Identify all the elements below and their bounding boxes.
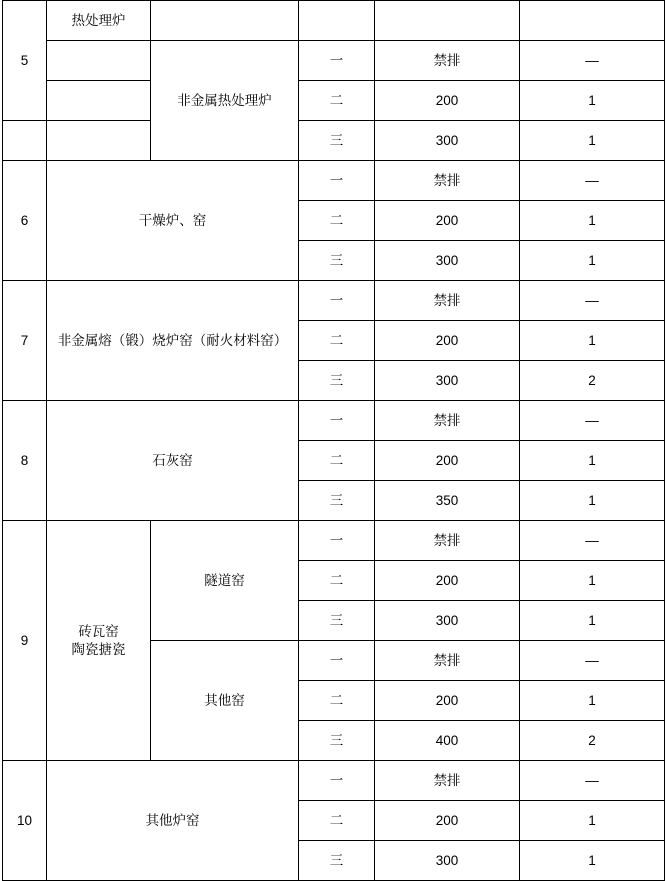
table-row: [3, 121, 665, 161]
level-cell: 三: [299, 241, 375, 281]
level-cell: 三: [299, 841, 375, 881]
last-cell: 1: [520, 441, 665, 481]
level-cell: 三: [299, 481, 375, 521]
last-cell: 2: [520, 721, 665, 761]
level-cell: 一: [299, 761, 375, 801]
level-cell: 二: [299, 321, 375, 361]
category-name: 其他炉窑: [47, 761, 299, 881]
table-row: [3, 81, 665, 121]
level-cell: 一: [299, 161, 375, 201]
level-cell: 三: [299, 721, 375, 761]
level-cell: 一: [299, 401, 375, 441]
category-name: 热处理炉: [47, 1, 151, 41]
level-cell: 三: [299, 361, 375, 401]
limit-cell: 200: [375, 81, 520, 121]
subcategory-name: 隧道窑: [151, 521, 299, 641]
emission-limit-table: [2, 0, 665, 881]
table-row: [3, 521, 665, 561]
last-cell: 1: [520, 121, 665, 161]
category-name: 非金属熔（锻）烧炉窑（耐火材料窑）: [47, 281, 299, 401]
last-cell: 1: [520, 481, 665, 521]
row-number-spacer: [3, 121, 47, 161]
level-cell: 一: [299, 281, 375, 321]
level-cell: 二: [299, 801, 375, 841]
category-name-line2: 陶瓷搪瓷: [71, 641, 126, 657]
category-name-spacer: [47, 81, 151, 121]
subcategory-name: 非金属热处理炉: [151, 41, 299, 161]
last-cell: —: [520, 281, 665, 321]
limit-cell: 300: [375, 241, 520, 281]
level-cell: 一: [299, 641, 375, 681]
row-number: 5: [3, 1, 47, 121]
limit-cell: 350: [375, 481, 520, 521]
level-cell: [299, 1, 375, 41]
limit-cell: 300: [375, 601, 520, 641]
limit-cell: 禁排: [375, 641, 520, 681]
last-cell: 1: [520, 561, 665, 601]
limit-cell: 禁排: [375, 521, 520, 561]
last-cell: 1: [520, 321, 665, 361]
limit-cell: 禁排: [375, 401, 520, 441]
table-row: [3, 281, 665, 321]
limit-cell: 禁排: [375, 761, 520, 801]
level-cell: 二: [299, 81, 375, 121]
limit-cell: 200: [375, 681, 520, 721]
category-name-spacer: [47, 121, 151, 161]
last-cell: 1: [520, 201, 665, 241]
subcategory-name-empty: [151, 1, 299, 41]
row-number: 6: [3, 161, 47, 281]
row-number: 9: [3, 521, 47, 761]
last-cell: —: [520, 521, 665, 561]
category-name-line1: 砖瓦窑: [78, 623, 119, 639]
subcategory-name: 其他窑: [151, 641, 299, 761]
table-row: [3, 761, 665, 801]
table-row: [3, 41, 665, 81]
level-cell: 二: [299, 441, 375, 481]
row-number: 8: [3, 401, 47, 521]
category-name-spacer: [47, 41, 151, 81]
level-cell: 一: [299, 521, 375, 561]
level-cell: 一: [299, 41, 375, 81]
level-cell: 二: [299, 201, 375, 241]
last-cell: [520, 1, 665, 41]
category-name: [47, 521, 151, 761]
limit-cell: 200: [375, 441, 520, 481]
table-row: [3, 161, 665, 201]
category-name: 石灰窑: [47, 401, 299, 521]
last-cell: —: [520, 761, 665, 801]
last-cell: —: [520, 41, 665, 81]
last-cell: 1: [520, 681, 665, 721]
limit-cell: 400: [375, 721, 520, 761]
last-cell: —: [520, 161, 665, 201]
last-cell: 1: [520, 841, 665, 881]
limit-cell: 200: [375, 201, 520, 241]
limit-cell: 300: [375, 841, 520, 881]
last-cell: 1: [520, 601, 665, 641]
limit-cell: 300: [375, 361, 520, 401]
limit-cell: [375, 1, 520, 41]
level-cell: 三: [299, 601, 375, 641]
limit-cell: 300: [375, 121, 520, 161]
category-name: 干燥炉、窑: [47, 161, 299, 281]
last-cell: 1: [520, 241, 665, 281]
limit-cell: 禁排: [375, 41, 520, 81]
limit-cell: 禁排: [375, 281, 520, 321]
limit-cell: 200: [375, 321, 520, 361]
last-cell: —: [520, 401, 665, 441]
last-cell: 2: [520, 361, 665, 401]
level-cell: 二: [299, 681, 375, 721]
table-row: [3, 1, 665, 41]
table-row: [3, 401, 665, 441]
last-cell: 1: [520, 801, 665, 841]
limit-cell: 200: [375, 561, 520, 601]
row-number: 10: [3, 761, 47, 881]
last-cell: 1: [520, 81, 665, 121]
level-cell: 二: [299, 561, 375, 601]
level-cell: 三: [299, 121, 375, 161]
limit-cell: 200: [375, 801, 520, 841]
last-cell: —: [520, 641, 665, 681]
table-body: [3, 1, 665, 881]
row-number: 7: [3, 281, 47, 401]
limit-cell: 禁排: [375, 161, 520, 201]
